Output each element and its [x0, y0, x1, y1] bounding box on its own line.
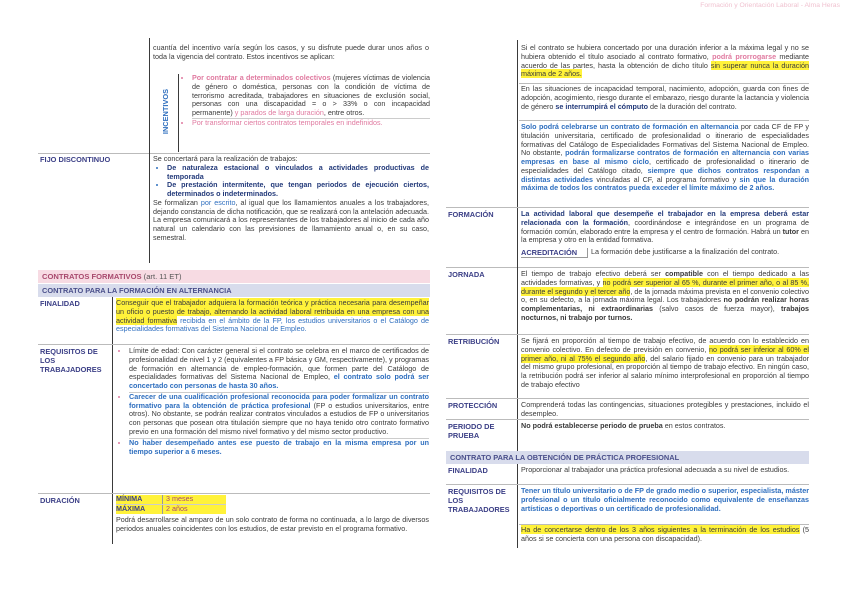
divider — [517, 267, 518, 463]
prorroga-text: Si el contrato se hubiera concertado por una duración inferior a la máxima legal y no se hubiera obtenido el título asociado al contrato formativo, podrá prorrogarse mediante acuerdo de las partes, hasta la obtención de dicho título sin superar nunca la duración máxima de 2 años. — [521, 43, 809, 79]
incentivos-item: • Por contratar a determinados colectivos (mujeres víctimas de violencia de género o doméstica, personas con la condición de víctima de terrorismo acreditada, trabajadores en situaciones de exclusión social, personas con una discapacidad = o > 33% o con incapacidad permanente) y parados de larga duración, entre otros. — [192, 74, 430, 118]
requisitos-label: REQUISITOS DE LOS TRABAJADORES — [40, 347, 102, 375]
row-divider — [38, 344, 430, 345]
practica-profesional-bar: CONTRATO PARA LA OBTENCIÓN DE PRÁCTICA PROFESIONAL — [446, 451, 809, 464]
row-divider — [446, 334, 809, 335]
maxima-value: 2 años — [162, 505, 226, 514]
divider — [149, 153, 150, 263]
duracion-text: Podrá desarrollarse al amparo de un solo contrato de forma no continuada, a lo largo de diversos periodos anuales coincidentes con los estudios, de estar previsto en el programa formativo. — [116, 515, 429, 533]
divider — [112, 297, 113, 544]
finalidad-label: FINALIDAD — [40, 299, 80, 308]
duracion-table — [116, 495, 226, 514]
acreditacion-text: La formación debe justificarse a la finalización del contrato. — [587, 248, 809, 258]
formacion-text: La actividad laboral que desempeñe el trabajador en la empresa deberá estar relacionada con la formación, coordinándose e integrándose en un programa de formación común, elaborado entre la empresa y el centro de formación. Habrá un tutor en la empresa y otro en la entidad formativa. — [521, 209, 809, 245]
requisito-item: • Carecer de una cualificación profesional reconocida para poder formalizar un contrato formativo para la obtención de práctica profesional (FP o estudios universitarios, entre otros). No obstante, se podrán realizar contratos vinculados a estudios de FP o universitarios con personas que posean otra titulación siempre que no haya tenido otro contrato formativo previo en una formación del mismo nivel formativo y del mismo sector productivo. — [129, 392, 429, 437]
fijo-discontinuo-label: FIJO DISCONTINUO — [40, 155, 111, 164]
practica-requisito-2: Ha de concertarse dentro de los 3 años siguientes a la terminación de los estudios (5 años si se concierta con una persona con discapacidad). — [521, 525, 810, 543]
minima-label: MÍNIMA — [116, 495, 162, 504]
practica-finalidad-label: FINALIDAD — [448, 466, 488, 475]
maxima-label: MÁXIMA — [116, 505, 162, 514]
contratos-formativos-bar: CONTRATOS FORMATIVOS (art. 11 ET) — [38, 270, 430, 283]
alternancia-bar: CONTRATO PARA LA FORMACIÓN EN ALTERNANCIA — [38, 284, 430, 297]
fijo-bullet: • De naturaleza estacional o vinculados a actividades productivas de temporada — [167, 164, 429, 182]
incentivos-label: INCENTIVOS — [161, 89, 171, 135]
practica-finalidad-text: Proporcionar al trabajador una práctica profesional adecuada a su nivel de estudios. — [521, 465, 790, 474]
divider — [178, 74, 179, 152]
maxima-row — [116, 505, 226, 514]
acreditacion-label: ACREDITACIÓN — [521, 248, 587, 258]
acreditacion-row — [521, 248, 809, 258]
divider — [517, 40, 518, 268]
row-divider — [446, 207, 809, 208]
finalidad-text: Conseguir que el trabajador adquiera la formación teórica y práctica necesaria para desempeñar un oficio o puesto de trabajo, alternando la actividad laboral retribuida en una empresa con una actividad formativa recibida en el ámbito de la FP, los estudios universitarios o el Catálogo de especialidades formativas del Sistema Nacional de Empleo. — [116, 298, 430, 334]
solo-un-contrato-text: Solo podrá celebrarse un contrato de formación en alternancia por cada CF de FP y titulación universitaria, certificado de profesionalidad o itinerario de especialidades formativas del Catálogo de Especialidades Formativas del Sistema Nacional de Empleo. No obstante, podrán formalizarse contratos de formación en alternancia con varias empresas en base al mismo ciclo, certificado de profesionalidad o itinerario de especialidades del Catálogo citado, siempre que dichos contratos respondan a distintas actividades vinculadas al CF, al programa formativo y sin que la duración máxima de todos los contratos pueda exceder el límite máximo de 2 años. — [521, 122, 810, 193]
row-divider — [446, 398, 809, 399]
requisitos-list — [116, 347, 429, 456]
periodo-prueba-label: PERIODO DE PRUEBA — [448, 422, 495, 441]
practica-requisitos-label: REQUISITOS DE LOS TRABAJADORES — [448, 487, 510, 515]
incentivos-label-box — [156, 76, 176, 148]
periodo-prueba-text: No podrá establecerse periodo de prueba en estos contratos. — [521, 421, 726, 430]
practica-requisito-1: Tener un título universitario o de FP de grado medio o superior, especialista, máster profesional o un título oficialmente reconocido como equivalente de enseñanzas artísticas o deportivas o un certificado de profesionalidad. — [521, 486, 809, 513]
retribucion-text: Se fijará en proporción al tiempo de trabajo efectivo, de acuerdo con lo establecido en convenio colectivo. En defecto de previsión en convenio, no podrá ser inferior al 60% el primer año, ni al 75% el segundo año, del salario fijado en convenio para un trabajador del mismo grupo profesional, en proporción al tiempo de trabajo efectivo. En ningún caso, la retribución podrá ser inferior al salario mínimo interprofesional en proporción al tiempo de trabajo efectivo — [521, 336, 809, 389]
jornada-label: JORNADA — [448, 270, 485, 279]
row-divider — [446, 484, 809, 485]
retribucion-label: RETRIBUCIÓN — [448, 337, 500, 346]
duracion-label: DURACIÓN — [40, 496, 80, 505]
proteccion-text: Comprenderá todas las contingencias, situaciones protegibles y prestaciones, incluido el desempleo. — [521, 400, 809, 418]
fijo-bullet: • De prestación intermitente, que tengan periodos de ejecución ciertos, determinados o indeterminados. — [167, 181, 429, 199]
row-divider — [519, 120, 809, 121]
row-divider — [446, 267, 809, 268]
requisito-item: • No haber desempeñado antes ese puesto de trabajo en la misma empresa por un tiempo superior a 6 meses. — [129, 438, 429, 457]
row-divider — [446, 419, 809, 420]
requisito-item: • Límite de edad: Con carácter general si el contrato se celebra en el marco de certificados de profesionalidad de nivel 1 y 2 (equivalentes a FP básica y GM, respectivamente), y programas de formación en alternancia de empleo-formación, que formen parte del Catálogo de especialidades formativas del Sistema Nacional de Empleo, el contrato solo podrá ser concertado con personas de hasta 30 años. — [129, 347, 429, 391]
minima-value: 3 meses — [162, 495, 226, 504]
divider — [517, 464, 518, 548]
formacion-label: FORMACIÓN — [448, 210, 494, 219]
intro-text: cuantía del incentivo varía según los casos, y su disfrute puede durar unos años o toda la vigencia del contrato. Estos incentivos se aplican: — [153, 43, 429, 61]
interrupcion-text: En las situaciones de incapacidad temporal, nacimiento, adopción, guarda con fines de adopción, acogimiento, riesgo durante el embarazo, riesgo durante la lactancia y violencia de género se interrumpirá el cómputo de la duración del contrato. — [521, 84, 809, 111]
fijo-discontinuo-content — [153, 155, 429, 243]
incentivos-list — [182, 74, 430, 128]
divider — [149, 38, 150, 158]
incentivos-item: • Por transformar ciertos contratos temporales en indefinidos. — [192, 118, 430, 128]
row-divider — [38, 493, 430, 494]
proteccion-label: PROTECCIÓN — [448, 401, 498, 410]
fijo-intro: Se concertará para la realización de trabajos: — [153, 154, 298, 163]
fijo-text: Se formalizan por escrito, al igual que los llamamientos anuales a los trabajadores, dejando constancia de dicha notificación, que se realizará con la antelación adecuada. La empresa comunicará a los representantes de los trabajadores al inicio de cada año natural un calendario con las previsiones de llamamiento anual o, en su caso, semestral. — [153, 197, 429, 243]
jornada-text: El tiempo de trabajo efectivo deberá ser compatible con el tiempo dedicado a las actividades formativas, y no podrá ser superior al 65 %, durante el primer año, o al 85 %, durante el segundo y el tercer año, de la jornada máxima prevista en el convenio colectivo o, en su defecto, a la jornada máxima legal. Los trabajadores no podrán realizar horas complementarias, ni extraordinarias (salvo casos de fuerza mayor), trabajos nocturnos, ni trabajo por turnos. — [521, 269, 810, 322]
page-header: Formación y Orientación Laboral - Alma Heras — [700, 2, 840, 9]
